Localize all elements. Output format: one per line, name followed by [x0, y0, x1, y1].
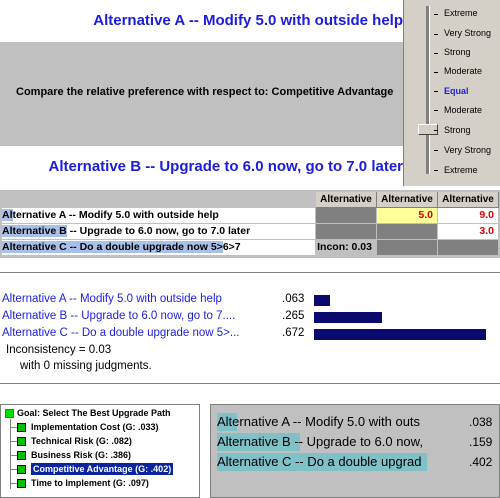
- summary-item-b: [217, 433, 449, 451]
- tick: [434, 53, 438, 54]
- tree-item-implementation-cost[interactable]: Implementation Cost (G: .033): [31, 422, 159, 432]
- tree-item-competitive-advantage[interactable]: Competitive Advantage (G: .402): [33, 464, 172, 474]
- scale-label-moderate-bottom[interactable]: Moderate: [444, 105, 483, 115]
- summary-value-b: .159: [469, 435, 493, 449]
- matrix-cell-empty: [377, 240, 437, 255]
- prompt-band: [0, 42, 403, 146]
- column-header[interactable]: Alternative: [316, 192, 377, 208]
- result-bar-c: [314, 329, 486, 340]
- summary-label-a: Alternative A -- Modify 5.0 with outs: [217, 414, 421, 429]
- node-icon: [17, 451, 26, 460]
- tree-item-technical-risk[interactable]: Technical Risk (G: .082): [31, 436, 132, 446]
- row-text: ternative A -- Modify 5.0 with outside help: [12, 209, 219, 221]
- scale-label-strong-top[interactable]: Strong: [444, 47, 471, 57]
- column-header[interactable]: Alternative: [377, 192, 438, 208]
- slider-track[interactable]: [426, 6, 430, 174]
- scale-label-extreme-bottom[interactable]: Extreme: [444, 165, 478, 175]
- matrix-cell-diagonal: [316, 208, 376, 223]
- tick: [434, 72, 438, 73]
- goal-node-icon: [5, 409, 14, 418]
- column-header[interactable]: Alternative: [438, 192, 499, 208]
- matrix-cell-a-b[interactable]: 5.0: [377, 208, 437, 223]
- matrix-cell-empty: [316, 224, 376, 239]
- alternative-a-title: Alternative A -- Modify 5.0 with outside help: [93, 12, 403, 29]
- matrix-cell-b-c[interactable]: 3.0: [438, 224, 498, 239]
- tick: [434, 170, 438, 171]
- inconsistency-text: Inconsistency = 0.03: [6, 344, 112, 356]
- summary-label-b: Alternative B -- Upgrade to 6.0 now,: [217, 434, 423, 449]
- comparison-panel: [0, 0, 500, 186]
- goal-tree: [0, 404, 200, 498]
- matrix-row-c[interactable]: [2, 240, 315, 255]
- matrix-row-b[interactable]: [2, 224, 315, 239]
- result-label-a: Alternative A -- Modify 5.0 with outside help: [2, 293, 222, 305]
- inconsistency-cell: Incon: 0.03: [316, 240, 376, 255]
- tick: [434, 150, 438, 151]
- comparison-matrix: [0, 190, 500, 258]
- scale-label-extreme-top[interactable]: Extreme: [444, 8, 478, 18]
- priorities-results: [0, 272, 500, 384]
- tree-root[interactable]: Goal: Select The Best Upgrade Path: [17, 408, 171, 418]
- scale-label-very-strong-top[interactable]: Very Strong: [444, 28, 492, 38]
- scale-label-moderate-top[interactable]: Moderate: [444, 66, 483, 76]
- node-icon: [17, 479, 26, 488]
- comparison-prompt: Compare the relative preference with respect to: Competitive Advantage: [16, 86, 394, 98]
- tick: [434, 91, 438, 92]
- scale-label-very-strong-bottom[interactable]: Very Strong: [444, 145, 492, 155]
- result-label-c: Alternative C -- Do a double upgrade now 5>...: [2, 327, 240, 339]
- node-icon: [17, 437, 26, 446]
- tick: [434, 14, 438, 15]
- matrix-row-a[interactable]: [2, 208, 315, 223]
- tick: [434, 34, 438, 35]
- summary-item-c: [217, 453, 449, 471]
- result-value-b: .265: [282, 310, 305, 322]
- priorities-summary: [210, 404, 500, 498]
- tree-item-business-risk[interactable]: Business Risk (G: .386): [31, 450, 132, 460]
- row-highlight: Alternative C -- Do a double upgrade now 5>: [2, 241, 223, 253]
- matrix-cell-diagonal: [438, 240, 498, 255]
- row-text: -- Upgrade to 6.0 now, go to 7.0 later: [66, 225, 251, 237]
- matrix-cell-a-c[interactable]: 9.0: [438, 208, 498, 223]
- result-bar-a: [314, 295, 330, 306]
- tree-connector: [10, 419, 11, 489]
- tick: [434, 130, 438, 131]
- scale-label-strong-bottom[interactable]: Strong: [444, 125, 471, 135]
- row-highlight: Al: [2, 209, 13, 221]
- summary-item-a: [217, 413, 449, 431]
- row-highlight: Alternative B: [2, 225, 67, 237]
- tick: [434, 110, 438, 111]
- row-text: 6>7: [222, 241, 241, 253]
- preference-scale: [403, 0, 500, 186]
- result-value-a: .063: [282, 293, 305, 305]
- result-bar-b: [314, 312, 382, 323]
- summary-label-c: Alternative C -- Do a double upgrad: [217, 454, 422, 469]
- node-icon: [17, 423, 26, 432]
- node-icon: [17, 465, 26, 474]
- result-value-c: .672: [282, 327, 305, 339]
- summary-value-a: .038: [469, 415, 493, 429]
- result-label-b: Alternative B -- Upgrade to 6.0 now, go to 7....: [2, 310, 236, 322]
- tree-item-time-to-implement[interactable]: Time to Implement (G: .097): [31, 478, 149, 488]
- alternative-b-title: Alternative B -- Upgrade to 6.0 now, go to 7.0 later: [48, 158, 403, 175]
- scale-label-equal[interactable]: Equal: [444, 86, 469, 96]
- missing-judgments-text: with 0 missing judgments.: [20, 360, 152, 372]
- matrix-cell-diagonal: [377, 224, 437, 239]
- summary-value-c: .402: [469, 455, 493, 469]
